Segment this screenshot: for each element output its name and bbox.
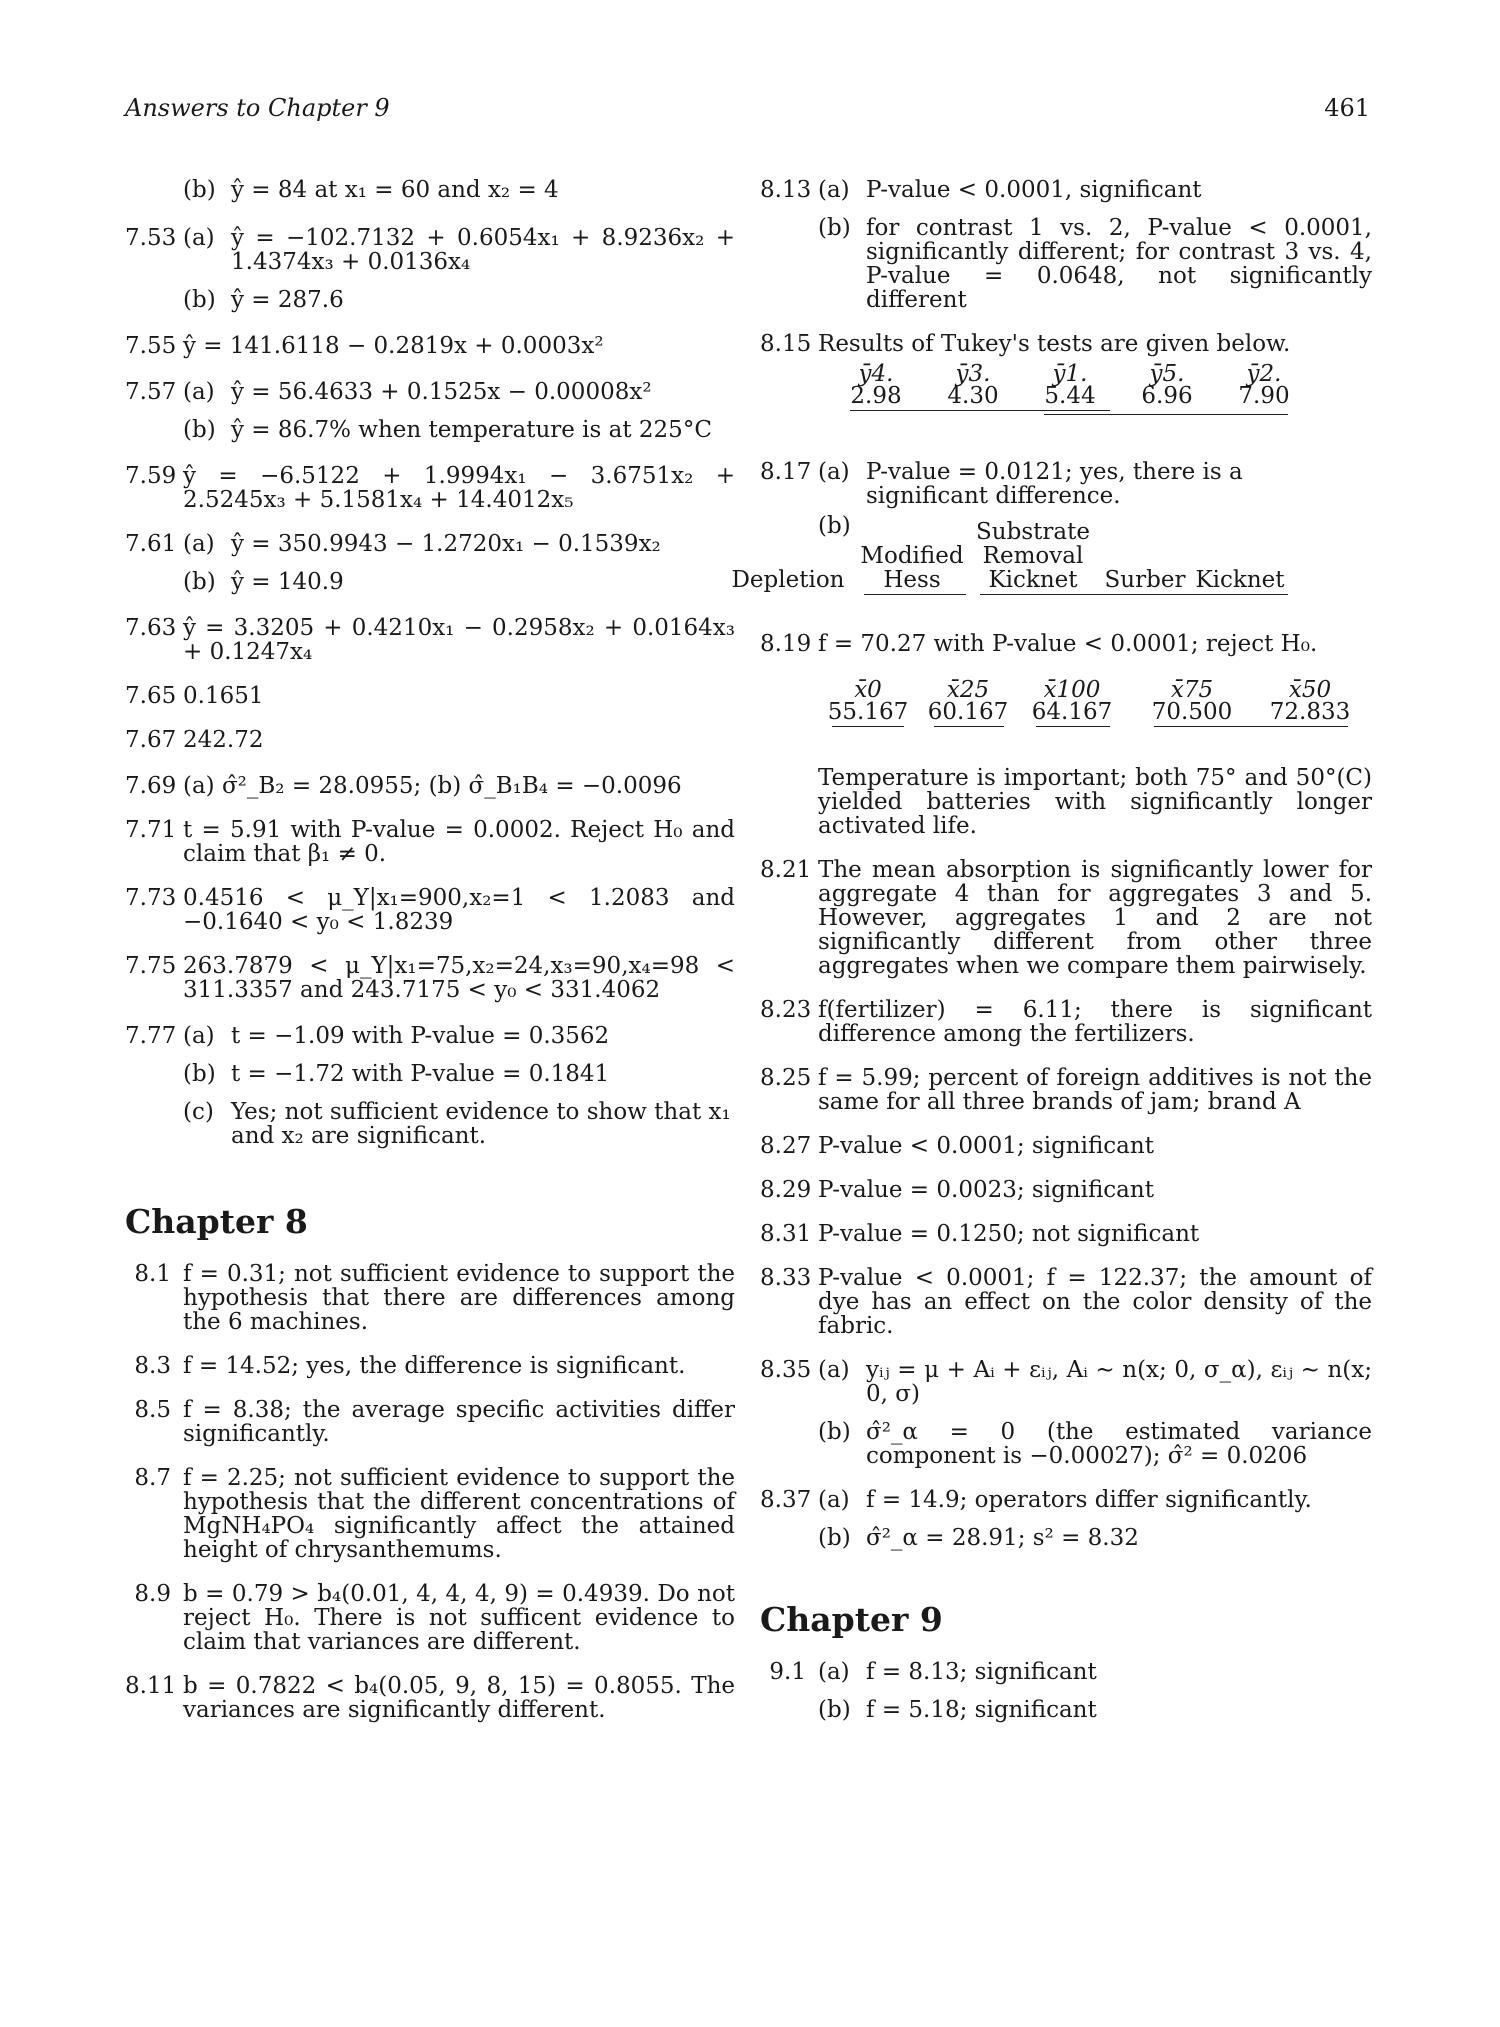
mean-label: ȳ3. [955,361,991,387]
mean-value: 5.44 [1044,383,1096,409]
sub-label: (b) [818,215,851,241]
answer-text: The mean absorption is significantly lower for aggregate 4 than for aggregates 3 and 5. However, aggregates 1 and 2 are not significantly different from other three aggregates when we compare them pairwisely. [818,857,1372,979]
answer-text: Results of Tukey's tests are given below. [818,331,1291,357]
mean-label: ȳ5. [1149,361,1185,387]
treatment-label: Removal [982,543,1084,569]
treatment-label: Hess [883,567,941,593]
answer-7-77 [125,1024,735,1148]
mean-label: x̄50 [1288,677,1332,703]
answer-number: 8.37 [760,1487,812,1513]
mean-value: 2.98 [850,383,902,409]
sub-label: (a) [818,1357,850,1383]
mean-label: x̄100 [1043,677,1101,703]
answer-text: f = 0.31; not sufficient evidence to support the hypothesis that there are differences among the 6 machines. [183,1261,735,1335]
sub-label: (b) [818,1419,851,1445]
sub-label: (b) [818,1697,851,1723]
treatment-label: Kicknet [988,567,1078,593]
answer-7-69 [125,774,735,798]
sub-label: (b) [183,569,216,595]
answer-text: ŷ = −102.7132 + 0.6054x₁ + 8.9236x₂ + 1.4374x₃ + 0.0136x₄ [231,225,735,275]
answer-7-55 [125,334,735,358]
answer-text: f(fertilizer) = 6.11; there is significant difference among the fertilizers. [818,997,1372,1047]
answer-8-17 [731,459,1372,602]
sub-label: (a) [183,379,215,405]
answer-number: 8.23 [760,997,812,1023]
answer-number: 7.77 [125,1023,177,1049]
mean-label: x̄75 [1170,677,1214,703]
answer-number: 8.17 [760,459,812,485]
answer-number: 7.67 [125,727,177,753]
answer-text: P-value < 0.0001, significant [866,177,1202,203]
answer-8-1 [125,1262,735,1334]
running-header [125,96,1370,126]
chapter-heading: Chapter 9 [760,1600,943,1639]
answer-7-51b [125,178,735,202]
sub-label: (a) [818,177,850,203]
answer-text: f = 14.52; yes, the difference is significant. [183,1353,686,1379]
answer-number: 7.71 [125,817,177,843]
answer-number: 8.9 [134,1581,171,1607]
answer-number: 8.1 [134,1261,171,1287]
sub-label: (a) [183,531,215,557]
answer-number: 8.27 [760,1133,812,1159]
answer-number: 8.3 [134,1353,171,1379]
answer-number: 8.21 [760,857,812,883]
answer-8-31 [760,1222,1372,1246]
left-column [125,178,735,1722]
answer-text: 263.7879 < μ_Y|x₁=75,x₂=24,x₃=90,x₄=98 < 311.3357 and 243.7175 < y₀ < 331.4062 [183,953,735,1003]
answer-number: 7.63 [125,615,177,641]
answer-8-3 [125,1354,735,1378]
answer-number: 8.19 [760,631,812,657]
answer-8-7 [125,1466,735,1562]
answer-9-1 [760,1660,1372,1722]
answer-8-37 [760,1488,1372,1550]
answer-text: ŷ = 3.3205 + 0.4210x₁ − 0.2958x₂ + 0.0164x₃ + 0.1247x₄ [183,615,735,665]
answer-text: P-value = 0.0023; significant [818,1177,1154,1203]
sub-label: (a) [818,459,850,485]
grouping-line [850,410,1110,411]
answer-text: P-value = 0.1250; not significant [818,1221,1200,1247]
treatment-label: Surber [1104,567,1186,593]
answer-number: 8.25 [760,1065,812,1091]
sub-label: (c) [183,1099,214,1125]
answer-text: 0.1651 [183,683,264,709]
mean-value: 70.500 [1151,699,1233,725]
answer-8-21 [760,858,1372,978]
answer-text: σ̂²_α = 28.91; s² = 8.32 [866,1525,1139,1551]
answer-text: f = 70.27 with P-value < 0.0001; reject H₀. [818,631,1318,657]
answer-7-67 [125,728,735,752]
answer-text: ŷ = 84 at x₁ = 60 and x₂ = 4 [231,177,559,203]
answer-7-53 [125,226,735,312]
sub-label: (b) [818,1525,851,1551]
answer-number: 7.69 [125,773,177,799]
answer-number: 7.57 [125,379,177,405]
answer-text: 0.4516 < μ_Y|x₁=900,x₂=1 < 1.2083 and −0.1640 < y₀ < 1.8239 [183,885,735,935]
answer-text: t = −1.72 with P-value = 0.1841 [231,1061,610,1087]
treatment-groups-8-17 [731,513,1372,602]
answer-7-63 [125,616,735,664]
answer-number: 8.11 [125,1673,177,1699]
answer-7-57 [125,380,735,442]
grouping-line [1036,726,1110,727]
answer-8-5 [125,1398,735,1446]
answer-number: 8.33 [760,1265,812,1291]
grouping-line [980,594,1288,595]
answer-7-61 [125,532,735,594]
answer-text: P-value < 0.0001; f = 122.37; the amount of dye has an effect on the color density of the fabric. [818,1265,1372,1339]
mean-label: x̄0 [854,677,882,703]
sub-label: (a) [818,1659,850,1685]
mean-value: 4.30 [947,383,999,409]
answer-7-71 [125,818,735,866]
answer-number: 8.29 [760,1177,812,1203]
page-number: 461 [1324,94,1370,122]
answer-text: P-value = 0.0121; yes, there is a significant difference. [866,459,1243,509]
answer-7-65 [125,684,735,708]
answer-text: f = 8.13; significant [866,1659,1097,1685]
sub-label: (b) [818,513,851,539]
grouping-line [832,726,904,727]
sub-label: (b) [183,177,216,203]
answer-text: 242.72 [183,727,264,753]
answer-text: t = −1.09 with P-value = 0.3562 [231,1023,610,1049]
treatment-label: Kicknet [1195,567,1285,593]
mean-label: x̄25 [946,677,990,703]
answer-text: ŷ = 140.9 [231,569,344,595]
answer-number: 8.35 [760,1357,812,1383]
answer-number: 9.1 [769,1659,806,1685]
mean-label: ȳ4. [858,361,894,387]
answer-text: f = 2.25; not sufficient evidence to support the hypothesis that the different concentrations of MgNH₄PO₄ significantly affect the attained height of chrysanthemums. [183,1465,735,1563]
tukey-table-8-19 [818,678,1372,748]
answer-number: 7.53 [125,225,177,251]
answer-number: 7.73 [125,885,177,911]
mean-value: 7.90 [1238,383,1290,409]
answer-text: σ̂²_α = 0 (the estimated variance component is −0.00027); σ̂² = 0.0206 [866,1419,1372,1469]
answer-number: 8.31 [760,1221,812,1247]
grouping-line [934,726,1004,727]
treatment-label: Substrate [976,519,1090,545]
answer-text: ŷ = 141.6118 − 0.2819x + 0.0003x² [183,333,604,359]
running-title: Answers to Chapter 9 [125,94,390,122]
answer-number: 8.15 [760,331,812,357]
treatment-label: Depletion [731,567,845,593]
answer-number: 8.7 [134,1465,171,1491]
sub-label: (a) [818,1487,850,1513]
sub-label: (b) [183,287,216,313]
answer-7-59 [125,464,735,512]
answer-8-25 [760,1066,1372,1114]
answer-text: ŷ = −6.5122 + 1.9994x₁ − 3.6751x₂ + 2.5245x₃ + 5.1581x₄ + 14.4012x₅ [183,463,735,513]
answer-8-19 [760,632,1372,838]
answer-text: b = 0.7822 < b₄(0.05, 9, 8, 15) = 0.8055. The variances are significantly different. [183,1673,735,1723]
answer-text: ŷ = 56.4633 + 0.1525x − 0.00008x² [231,379,652,405]
sub-label: (b) [183,1061,216,1087]
answer-text: Yes; not sufficient evidence to show that x₁ and x₂ are significant. [231,1099,731,1149]
answer-number: 7.75 [125,953,177,979]
answer-8-13 [760,178,1372,312]
answer-text: P-value < 0.0001; significant [818,1133,1154,1159]
answer-8-11 [125,1674,735,1722]
answer-8-29 [760,1178,1372,1202]
answer-number: 8.13 [760,177,812,203]
answer-text: f = 14.9; operators differ significantly. [866,1487,1312,1513]
grouping-line [864,594,966,595]
answer-number: 7.55 [125,333,177,359]
answer-number: 7.59 [125,463,177,489]
right-column [731,177,1372,1723]
answer-text: (a) σ̂²_B₂ = 28.0955; (b) σ̂_B₁B₄ = −0.0096 [183,773,682,799]
mean-value: 6.96 [1141,383,1193,409]
answer-text: t = 5.91 with P-value = 0.0002. Reject H₀ and claim that β₁ ≠ 0. [183,817,735,867]
answer-8-15 [760,332,1372,432]
sub-label: (b) [183,417,216,443]
answer-text: ŷ = 287.6 [231,287,344,313]
answer-text: for contrast 1 vs. 2, P-value < 0.0001, significantly different; for contrast 3 vs. 4, P-value = 0.0648, not significantly different [866,215,1372,313]
answer-number: 7.61 [125,531,177,557]
treatment-label: Modified [860,543,964,569]
mean-value: 72.833 [1269,699,1351,725]
mean-value: 55.167 [827,699,909,725]
answer-8-33 [760,1266,1372,1338]
answer-text: Temperature is important; both 75° and 50°(C) yielded batteries with significantly longer activated life. [818,765,1372,839]
answer-7-73 [125,886,735,934]
answer-text: ŷ = 86.7% when temperature is at 225°C [231,417,712,443]
answer-text: b = 0.79 > b₄(0.01, 4, 4, 4, 9) = 0.4939. Do not reject H₀. There is not sufficent evidence to claim that variances are different. [183,1581,735,1655]
mean-label: ȳ1. [1052,361,1088,387]
chapter-heading: Chapter 8 [125,1202,308,1241]
grouping-line [1154,726,1348,727]
sub-label: (a) [183,225,215,251]
answer-text: f = 5.99; percent of foreign additives is not the same for all three brands of jam; brand A [818,1065,1372,1115]
sub-label: (a) [183,1023,215,1049]
grouping-line [1044,414,1288,415]
answer-8-23 [760,998,1372,1046]
answer-text: ŷ = 350.9943 − 1.2720x₁ − 0.1539x₂ [231,531,661,557]
mean-value: 60.167 [927,699,1009,725]
answer-7-75 [125,954,735,1002]
mean-label: ȳ2. [1246,361,1282,387]
answer-text: yᵢⱼ = μ + Aᵢ + εᵢⱼ, Aᵢ ∼ n(x; 0, σ_α), εᵢⱼ ∼ n(x; 0, σ) [866,1357,1372,1407]
tukey-table-8-15 [830,362,1372,432]
answer-8-35 [760,1358,1372,1468]
answer-text: f = 8.38; the average specific activities differ significantly. [183,1397,735,1447]
mean-value: 64.167 [1031,699,1113,725]
answer-8-27 [760,1134,1372,1158]
answer-text: f = 5.18; significant [866,1697,1097,1723]
answer-number: 8.5 [134,1397,171,1423]
answer-number: 7.65 [125,683,177,709]
answer-8-9 [125,1582,735,1654]
